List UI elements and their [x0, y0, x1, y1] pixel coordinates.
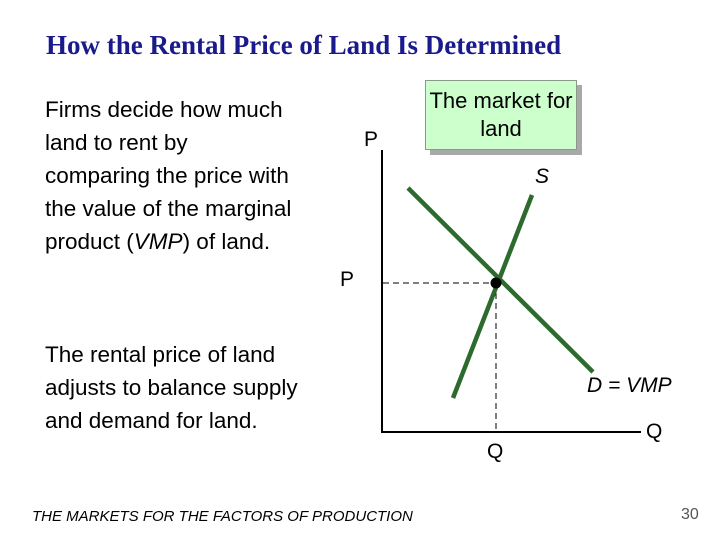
equilibrium-quantity-label: Q [487, 440, 504, 463]
page-number: 30 [681, 506, 699, 523]
x-axis-label: Q [646, 420, 663, 443]
equilibrium-point [491, 278, 502, 289]
slide-title: How the Rental Price of Land Is Determined [46, 30, 562, 60]
market-for-land-box: The market for land [425, 80, 577, 150]
footer-text: THE MARKETS FOR THE FACTORS OF PRODUCTION [32, 508, 413, 525]
demand-curve-label: D = VMP [587, 374, 672, 397]
y-axis-label: P [364, 128, 379, 151]
paragraph-text-post: ) of land. [182, 229, 271, 254]
equilibrium-price-label: P [340, 268, 355, 291]
paragraph-rental-price: The rental price of land adjusts to balance supply and demand for land. [45, 342, 298, 433]
paragraph-text-pre: Firms decide how much land to rent by comparing the price with the value of the marginal product ( [45, 97, 292, 254]
supply-curve-label: S [535, 165, 550, 188]
vmp-italic-text: VMP [133, 229, 183, 254]
